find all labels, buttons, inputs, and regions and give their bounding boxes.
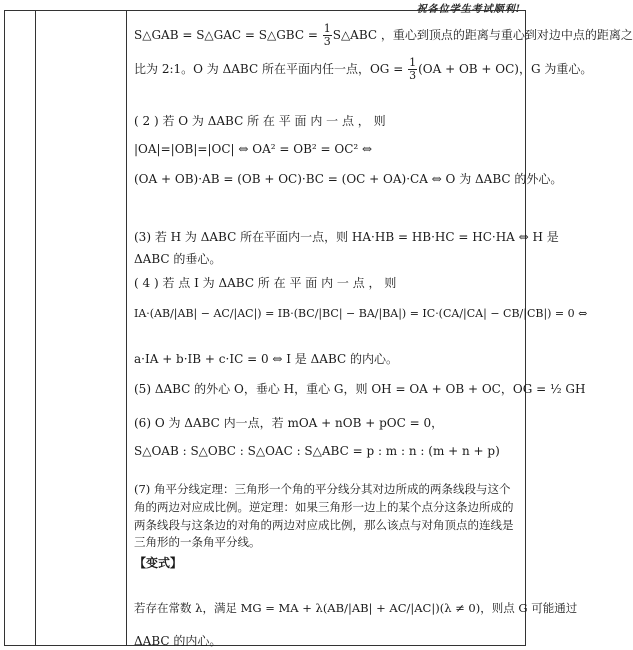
variant-title: 【变式】 xyxy=(134,556,183,570)
table-frame xyxy=(4,10,633,648)
column-divider-1 xyxy=(35,11,36,645)
item-2-line2: |OA|=|OB|=|OC| ⇔ OA² = OB² = OC² ⇔ xyxy=(134,142,373,156)
item-3-line2: ΔABC 的垂心。 xyxy=(134,252,222,266)
formula-text: S△GAB = S△GAC = S△GBC = xyxy=(134,28,322,43)
variant-line1: 若存在常数 λ，满足 MG = MA + λ(AB/|AB| + AC/|AC|)(λ ≠ 0)，则点 G 可能通过 xyxy=(134,601,578,615)
item-6-line2: S△OAB : S△OBC : S△OAC : S△ABC = p : m : n : (m + n + p) xyxy=(134,444,500,458)
item-7-paragraph: (7) 角平分线定理：三角形一个角的平分线分其对边所成的两条线段与这个角的两边对应成比例。逆定理：如果三角形一边上的某个点分这条边所成的两条线段与这条边的对角的两边对应成比例，那么该点与对角顶点的连线是三角形的一条角平分线。 xyxy=(134,482,514,550)
fraction: $\frac{1}{3}$ xyxy=(323,22,331,49)
item-4-line2: IA·(AB/|AB| − AC/|AC|) = IB·(BC/|BC| − BA/|BA|) = IC·(CA/|CA| − CB/|CB|) = 0 ⇔ xyxy=(134,307,588,320)
centroid-vector-line xyxy=(134,57,592,82)
item-5-line: (5) ΔABC 的外心 O，垂心 H，重心 G，则 OH = OA + OB + OC，OG = ½ GH xyxy=(134,382,586,396)
item-4-line3: a·IA + b·IB + c·IC = 0 ⇔ I 是 ΔABC 的内心。 xyxy=(134,352,398,366)
fraction: $\frac{1}{3}$ xyxy=(409,56,417,83)
variant-line2: ΔABC 的内心。 xyxy=(134,634,222,648)
item-2-line1: ( 2 ) 若 O 为 ΔABC 所 在 平 面 内 一 点 ， 则 xyxy=(134,114,386,128)
item-6-line1: (6) O 为 ΔABC 内一点，若 mOA + nOB + pOC = 0， xyxy=(134,416,444,430)
item-4-line1: ( 4 ) 若 点 I 为 ΔABC 所 在 平 面 内 一 点 ， 则 xyxy=(134,276,397,290)
formula-text: 比为 2:1。O 为 ΔABC 所在平面内任一点，OG = xyxy=(134,62,408,77)
centroid-area-line xyxy=(134,23,633,48)
item-2-line3: (OA + OB)·AB = (OB + OC)·BC = (OC + OA)·CA ⇔ O 为 ΔABC 的外心。 xyxy=(134,172,563,186)
item-3-line1: (3) 若 H 为 ΔABC 所在平面内一点，则 HA·HB = HB·HC = HC·HA ⇔ H 是 xyxy=(134,230,559,244)
formula-text: S△ABC ，重心到顶点的距离与重心到对边中点的距离之 xyxy=(332,28,633,43)
header-note: 祝各位学生考试顺利! xyxy=(416,4,521,15)
formula-text: (OA + OB + OC)，G 为重心。 xyxy=(418,62,593,77)
column-divider-2 xyxy=(126,11,127,645)
